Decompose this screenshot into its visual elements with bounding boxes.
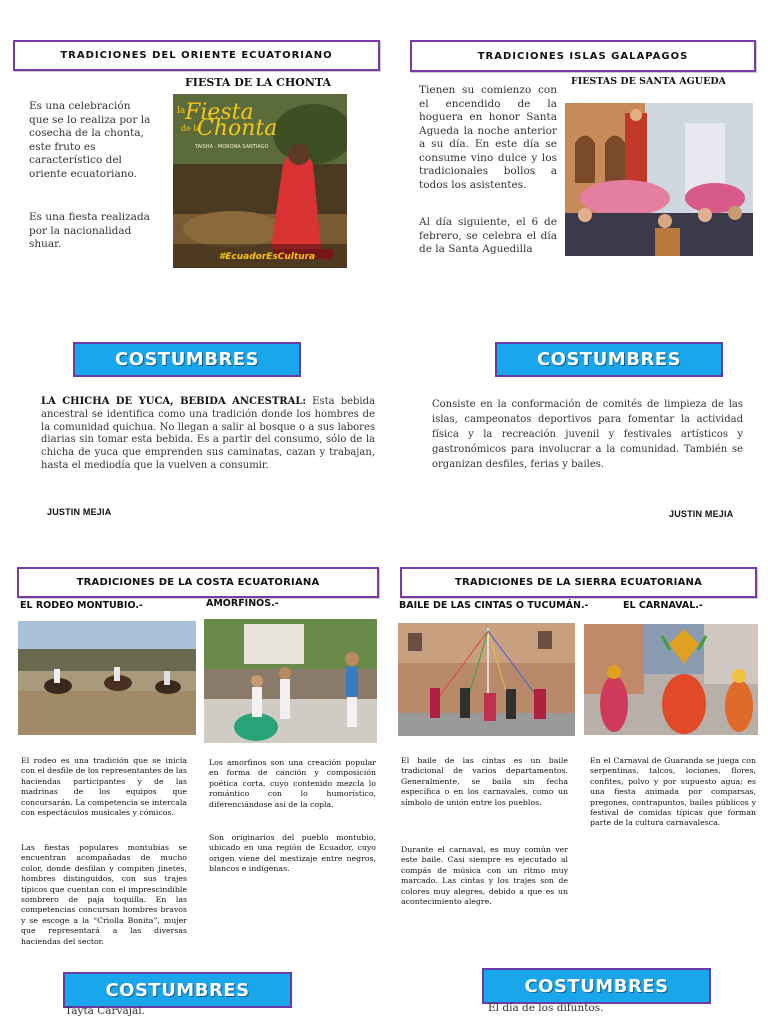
agueda-paragraph-1: Tienen su comienzo con el encendido de la hoguera en honor Santa Agueda la noche anterior a su día. En este día se consume vino dulce y los tradicionales bollos a todos los asistentes. bbox=[419, 84, 557, 191]
poster-caption: TAISHA - MORONA SANTIAGO bbox=[195, 144, 269, 150]
poster-title-fiesta: Fiesta bbox=[185, 100, 254, 125]
amorfinos-dance-image bbox=[204, 619, 377, 743]
chicha-heading: LA CHICHA DE YUCA, BEBIDA ANCESTRAL: bbox=[41, 396, 307, 407]
poster-title-chonta: Chonta bbox=[197, 116, 278, 141]
amorfinos-paragraph-2: Son originarios del pueblo montubio, ubicado en una región de Ecuador, cuyo origen viene del mestizaje entre negros, blancos e indígenas. bbox=[209, 833, 376, 874]
oriente-title-box bbox=[13, 40, 380, 71]
galapagos-title: TRADICIONES ISLAS GALAPAGOS bbox=[477, 50, 689, 62]
rodeo-image bbox=[18, 621, 196, 735]
oriente-title: TRADICIONES DEL ORIENTE ECUATORIANO bbox=[60, 50, 333, 61]
galapagos-costumbres-text: Consiste en la conformación de comités de limpieza de las islas, campeonatos deportivos para fomentar la actividad física y la recreación juvenil y festivales artísticos y gastronómicos para involucrar a la comunidad. También se organizan desfiles, ferias y bailes. bbox=[432, 399, 743, 470]
cintas-paragraph-1: El baile de las cintas es un baile tradicional de varios departamentos. Generalmente, se baila sin fecha específica o en los carnavales, como un símbolo de unión entre los pueblos. bbox=[401, 756, 568, 807]
sierra-title: TRADICIONES DE LA SIERRA ECUATORIANA bbox=[454, 577, 703, 588]
chicha-paragraph bbox=[41, 396, 375, 473]
sierra-costumbres-label: COSTUMBRES bbox=[524, 975, 669, 997]
chonta-poster-image bbox=[173, 94, 347, 268]
costa-costumbres-text: Tayta Carvajal. bbox=[65, 1005, 145, 1017]
galapagos-title-box bbox=[410, 40, 756, 72]
galapagos-costumbres-banner bbox=[495, 342, 723, 377]
rodeo-paragraph-1: El rodeo es una tradición que se inicia con el desfile de los representantes de las haciendas participantes y de las madrinas de los equipos que concursarán. La competencia se intercala con espectáculos musicales y cómicos. bbox=[21, 756, 187, 818]
agueda-heading: FIESTAS DE SANTA AGUEDA bbox=[571, 76, 726, 87]
rodeo-heading: EL RODEO MONTUBIO.- bbox=[20, 600, 143, 611]
costa-costumbres-banner bbox=[63, 972, 292, 1008]
chicha-text: Esta bebida ancestral se identifica como una tradición donde los hombres de la comunidad quichua. No llegan a salir al bosque o a sus labores diarias sin tomar esta bebida. Es a partir del consumo, sólo de la chicha de yuca que emprenden sus caminatas, cazan y trabajan, hasta el mediodía que la vuelven a consumir. bbox=[41, 396, 375, 471]
baile-cintas-image bbox=[398, 623, 575, 736]
amorfinos-paragraph-1: Los amorfinos son una creación popular en forma de canción y composición poética corta, cuyo contenido mezcla lo romántico con lo humorístico, diferenciándose así de la copla. bbox=[209, 758, 376, 809]
galapagos-costumbres-label: COSTUMBRES bbox=[536, 349, 682, 370]
oriente-costumbres-label: COSTUMBRES bbox=[114, 349, 260, 370]
costa-title: TRADICIONES DE LA COSTA ECUATORIANA bbox=[76, 577, 320, 588]
oriente-costumbres-banner bbox=[73, 342, 301, 377]
galapagos-author: JUSTIN MEJIA bbox=[669, 509, 734, 519]
carnaval-paragraph: En el Carnaval de Guaranda se juega con serpentinas, talcos, lociones, flores, confites, polvo y por supuesto agua; es una fiesta animada por comparsas, pregones, contrapuntos, bailes públicos y festival de comidas típicas que forman parte de la cultura carnavalesca. bbox=[590, 756, 756, 828]
cintas-paragraph-2: Durante el carnaval, es muy común ver este baile. Casi siempre es ejecutado al compás de música con un ritmo muy marcado. Las cintas y los trajes son de colores muy alegres, debido a que es un acontecimiento alegre. bbox=[401, 845, 568, 907]
carnaval-heading: EL CARNAVAL.- bbox=[623, 600, 703, 611]
chonta-paragraph-2: Es una fiesta realizada por la nacionalidad shuar. bbox=[29, 211, 150, 250]
rodeo-paragraph-2: Las fiestas populares montubias se encuentran acompañadas de mucho color, donde desfilan y compiten jinetes, hombres distinguidos, con sus trajes típicos que cuentan con el imprescindible sombrero de paja toquilla. En las competencias concursan hombres bravos y se escoge a la “Criolla Bonita”, mujer que representará a las diversas haciendas del sector. bbox=[21, 843, 187, 946]
sierra-costumbres-text: El día de los difuntos. bbox=[488, 1002, 604, 1014]
carnaval-image bbox=[584, 624, 758, 735]
chonta-heading: FIESTA DE LA CHONTA bbox=[185, 76, 331, 89]
amorfinos-heading: AMORFINOS.- bbox=[206, 598, 279, 609]
sierra-title-box bbox=[400, 567, 757, 598]
sierra-costumbres-banner bbox=[482, 968, 711, 1004]
santa-agueda-procession-image bbox=[565, 103, 753, 256]
chonta-paragraph-1: Es una celebración que se lo realiza por la cosecha de la chonta, este fruto es característico del oriente ecuatoriano. bbox=[29, 100, 151, 180]
oriente-author: JUSTIN MEJIA bbox=[47, 507, 112, 517]
cintas-heading: BAILE DE LAS CINTAS O TUCUMÁN.- bbox=[399, 600, 589, 611]
poster-title-la: la bbox=[177, 106, 186, 116]
costa-title-box bbox=[17, 567, 379, 598]
costa-costumbres-label: COSTUMBRES bbox=[105, 979, 250, 1001]
poster-title-dela: de la bbox=[181, 124, 201, 133]
poster-hashtag: #EcuadorEsCultura bbox=[219, 252, 316, 262]
agueda-paragraph-2: Al día siguiente, el 6 de febrero, se celebra el día de la Santa Aguedilla bbox=[419, 216, 557, 255]
